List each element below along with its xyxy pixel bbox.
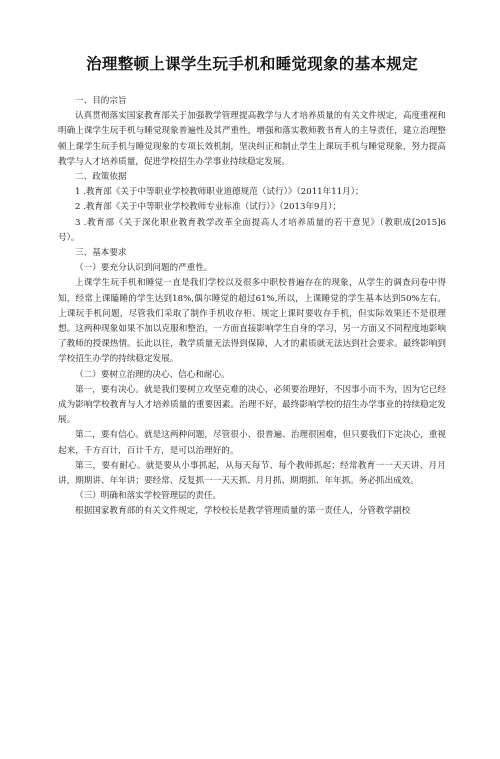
policy-item: 1 .教育部《关于中等职业学校教师职业道德规范（试行）》（2011年11月）； [75,187,364,198]
subsection-text-responsibility: 根据国家教育部的有关文件规定，学校校长是教学管理质量的第一责任人，分管教学副校 [75,506,411,517]
policy-item: 3 .教育部《关于深化职业教育教学改革全面提高人才培养质量的若干意见》（教职成[2015]6号）。 [58,217,446,243]
document-page [0,52,500,759]
document-title: 治理整顿上课学生玩手机和睡觉现象的基本规定 [86,54,418,73]
section-heading-policy: 二、政策依据 [75,172,127,183]
subsection-heading-severity: （一）要充分认识到问题的严重性。 [75,263,213,274]
subsection-text-severity: 上课学生玩手机和睡觉一直是我们学校以及很多中职校普遍存在的现象，从学生的调查问卷中得知，经常上课瞌睡的学生达到18%,偶尔睡觉的超过61%,所以，上课睡觉的学生基本达到50%左右。上课玩手机问题，尽管我们采取了制作手机收存柜、规定上课时要收存手机，但实际效果还不是很理想。这两种现象如果不加以克服和整治，一方面直接影响学生自身的学习，另一方面又不同程度地影响了教师的授课热情。长此以往，教学质量无法得到保障，人才的素质就无法达到社会要求。最终影响到学校招生办学的持续稳定发展。 [58,278,446,365]
policy-item: 2 .教育部《关于中等职业学校教师专业标准（试行）》（2013年9月）； [75,202,341,213]
section-heading-purpose: 一、目的宗旨 [75,96,127,106]
section-heading-requirements: 三、基本要求 [75,248,127,259]
resolve-point: 第二，要有信心。就是这两种问题，尽管很小、很普遍、治理很困难，但只要我们下定决心，重视起来，千方百计，百计千方，是可以治理好的。 [58,430,446,456]
section-text-purpose: 认真贯彻落实国家教育部关于加强教学管理提高教学与人才培养质量的有关文件规定，高度重视和明确上课学生玩手机与睡觉现象普遍性及其严重性，增强和落实教师教书育人的主导责任，建立治理整顿上课学生玩手机与睡觉现象的专项长效机制，坚决纠正和制止学生上课玩手机与睡觉现象，努力提高教学与人才培养质量，促进学校招生办学事业持续稳定发展。 [58,111,446,167]
resolve-point: 第一，要有决心。就是我们要树立攻坚克难的决心，必须要治理好，不因事小而不为，因为它已经成为影响学校教育与人才培养质量的重要因素。治理不好，最终影响学校的招生办学事业的持续稳定发展。 [58,384,446,426]
subsection-heading-responsibility: （三）明确和落实学校管理层的责任。 [75,491,222,502]
subsection-heading-resolve: （二）要树立治理的决心、信心和耐心。 [75,369,230,380]
resolve-point: 第三，要有耐心。就是要从小事抓起，从每天每节、每个教师抓起；经常教育一一天天讲、月月讲，期期讲、年年讲；要经常、反复抓一一天天抓、月月抓、期期抓、年年抓。务必抓出成效。 [58,460,446,487]
document-body [58,94,446,520]
